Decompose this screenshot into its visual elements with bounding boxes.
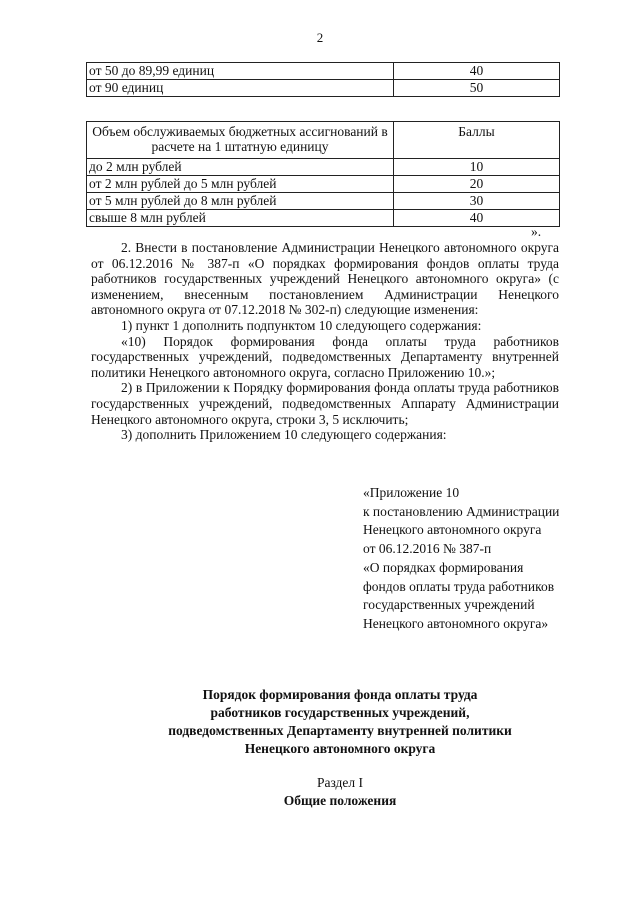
paragraph: 2. Внести в постановление Администрации Ненецкого автономного округа от 06.12.2016 № 387-п «О порядках формирования фондов оплаты труда работников государственных учреждений Ненецкого автономного округа» (с изменением, внесенным постановлением Администрации Ненецкого автономного округа от 07.12.2018 № 302-п) следующие изменения: (91, 240, 559, 318)
paragraph: 2) в Приложении к Порядку формирования фонда оплаты труда работников государственных учреждений, подведомственных Аппарату Администрации Ненецкого автономного округа, строки 3, 5 исключить; (91, 380, 559, 427)
appendix-heading-line: Ненецкого автономного округа (363, 522, 542, 538)
table-row (87, 159, 560, 176)
amendment-text (91, 240, 559, 443)
table-cell-label: от 90 единиц (87, 80, 394, 97)
table-cell-value: 40 (394, 210, 560, 227)
appendix-heading-line: к постановлению Администрации (363, 503, 560, 519)
page-number: 2 (316, 30, 324, 45)
table-header-row (87, 122, 560, 159)
table-cell-value: 30 (394, 193, 560, 210)
table-cell-label: свыше 8 млн рублей (87, 210, 394, 227)
table-row (87, 63, 560, 80)
table-cell-label: от 5 млн рублей до 8 млн рублей (87, 193, 394, 210)
document-title-line: работников государственных учреждений, (210, 705, 470, 720)
appendix-heading-line: от 06.12.2016 № 387-п (363, 541, 492, 557)
table-row (87, 193, 560, 210)
closing-quote: ». (531, 224, 542, 239)
table-row (87, 210, 560, 227)
table-cell-value: 10 (394, 159, 560, 176)
table-header-value: Баллы (394, 122, 560, 159)
appendix-heading-line: государственных учреждений (363, 597, 535, 613)
section-title: Общие положения (283, 793, 397, 808)
paragraph: «10) Порядок формирования фонда оплаты труда работников государственных учреждений, подведомственных Департаменту внутренней политики Ненецкого автономного округа, согласно Приложению 10.»; (91, 333, 559, 380)
appendix-heading-line: фондов оплаты труда работников (363, 578, 555, 594)
score-table-units (86, 62, 560, 97)
table-cell-label: до 2 млн рублей (87, 159, 394, 176)
table-cell-label: от 50 до 89,99 единиц (87, 63, 394, 80)
document-title (120, 686, 560, 758)
table-row (87, 80, 560, 97)
section-heading (120, 774, 560, 810)
table-cell-label: от 2 млн рублей до 5 млн рублей (87, 176, 394, 193)
appendix-heading-line: «О порядках формирования (363, 559, 524, 575)
table-header-label: Объем обслуживаемых бюджетных ассигнований в расчете на 1 штатную единицу (87, 122, 394, 159)
score-table-budget (86, 121, 560, 227)
appendix-heading-line: Ненецкого автономного округа» (363, 615, 549, 631)
appendix-heading (363, 484, 603, 634)
table-cell-value: 50 (394, 80, 560, 97)
paragraph: 3) дополнить Приложением 10 следующего содержания: (121, 427, 447, 443)
table-cell-value: 40 (394, 63, 560, 80)
table-row (87, 176, 560, 193)
paragraph: 1) пункт 1 дополнить подпунктом 10 следующего содержания: (121, 317, 482, 333)
table-cell-value: 20 (394, 176, 560, 193)
appendix-heading-line: «Приложение 10 (363, 485, 460, 500)
section-number: Раздел I (316, 775, 364, 790)
document-title-line: подведомственных Департаменту внутренней политики (168, 723, 512, 738)
document-title-line: Ненецкого автономного округа (244, 741, 436, 756)
document-title-line: Порядок формирования фонда оплаты труда (202, 687, 478, 702)
